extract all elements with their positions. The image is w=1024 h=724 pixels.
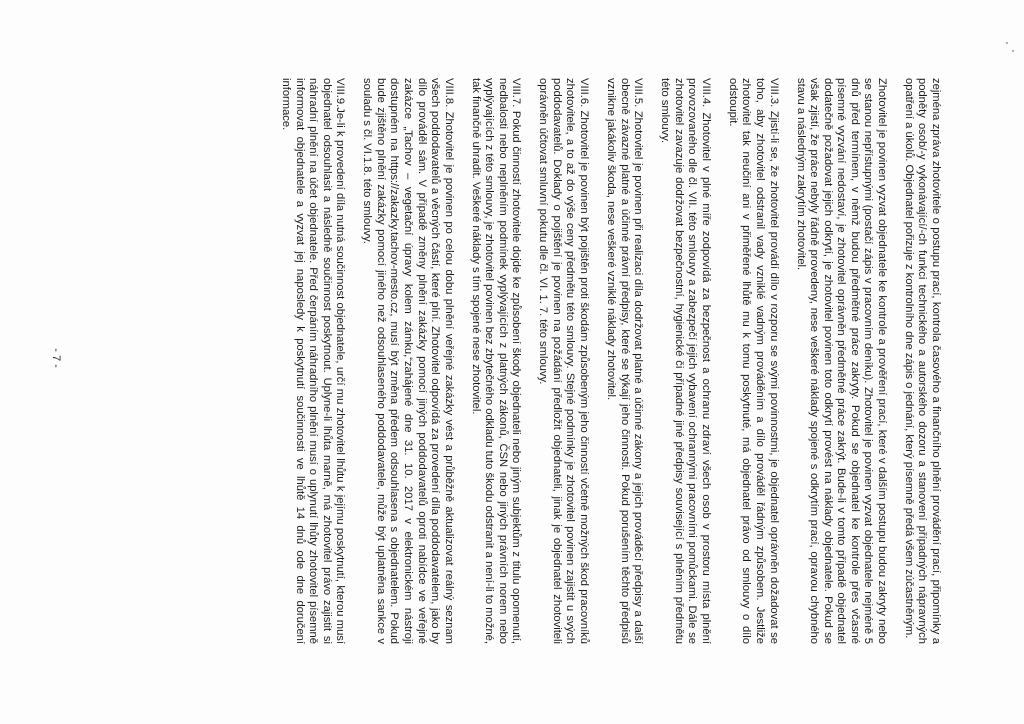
paragraph-intro: zejména zpráva zhotovitele o postupu prací, kontrola časového a finančního plnění provádění prací, připomínky a podněty osob/-y vykonávající/-ch funkci technického a autorského dozoru a stanovení případných nápravných opatření a úkolů. Objednatel pořizuje z kontrolního dne zápis o jednání, který písemně předá všem zúčastněným. [902,78,942,644]
paragraph-viii-6: VIII.6. Zhotovitel je povinen být pojištěn proti škodám způsobeným jeho činností včetně možných škod pracovníků zhotovitele, a to až do výše ceny předmětu této smlouvy. Stejné podmínky je zhotovitel povinen zajistit u svých poddodavatelů. Doklady o pojištění je povinen na požádání předložit objednateli, jinak je objednatel zhotoviteli oprávněn účtovat smluvní pokutu dle čl. VI. 1. 7. této smlouvy. [537,78,591,644]
paragraph-viii-4: VIII.4. Zhotovitel v plné míře zodpovídá za bezpečnost a ochranu zdraví všech osob v prostoru místa plnění provozovaného dle čl. VII. této smlouvy a zabezpečí jejich vybavení ochrannými pracovními pomůckami. Dále se zhotovitel zavazuje dodržovat bezpečnostní, hygienické či případné jiné předpisy související s plněním předmětu této smlouvy. [659,78,712,644]
paragraph-viii-7: VIII.7. Pokud činností zhotovitele dojde ke způsobení škody objednateli nebo jiným subjektům z titulu opomenutí, nedbalosti nebo neplněním podmínek vyplývajících z platných zákonů, ČSN nebo jiných právních norem nebo vyplývajících z této smlouvy, je zhotovitel povinen bez zbytečného odkladu tuto škodu odstranit a není-li to možné, tak finančně uhradit. Veškeré náklady s tím spojené nese zhotovitel. [469,78,523,644]
scan-speck [1006,42,1008,44]
paragraph-covered-works: Zhotovitel je povinen vyzvat objednatele ke kontrole a prověření prací, které v dalším postupu budou zakryty nebo se stanou nepřístupnými (postačí zápis v pracovním deníku). Zhotovitel je povinen vyzvat objednatele nejméně 5 dnů před termínem, v němž budou předmětné práce zakryty. Pokud se objednatel ke kontrole přes včasné písemné vyzvání nedostaví, je zhotovitel oprávněn předmětné práce zakrýt. Bude-li v tomto případě objednatel dodatečně požadovat jejich odkrytí, je zhotovitel povinen toto odkrytí provést na náklady objednatele. Pokud se však zjistí, že práce nebyly řádně provedeny, nese veškeré náklady spojené s odkrytím prací, opravou chybného stavu a následným zakrytím zhotovitel. [794,78,888,644]
paragraph-viii-8: VIII.8. Zhotovitel je povinen po celou dobu plnění veřejné zakázky vést a průběžně aktualizovat reálný seznam všech poddodavatelů a věcných částí, které plní. Zhotovitel odpovídá za provedení díla poddodavatelem, jako by dílo prováděl sám. V případě změny plnění zakázky pomocí jiných poddodavatelů oproti nabídce ve veřejné zakázce „Tachov – vegetační úpravy kolem zámku,“zahájené dne 31. 10. 2017 v elektronickém nástroji dostupném na https://zakazky.tachov-mesto.cz, musí být změna předem odsouhlasena s objednatelem. Pokud bude zjištěno plnění zakázky pomocí jiného než odsouhlaseného poddodavatele, může být uplatněna sankce v souladu s čl. VI.1.8. této smlouvy. [361,78,455,644]
document-body [265,78,942,644]
page-number: - 7 - [49,348,62,368]
paragraph-viii-9: VIII.9.Je-li k provedení díla nutná součinnost objednatele, určí mu zhotovitel lhůtu k jejímu poskytnutí, kterou musí objednatel odsouhlasit a následně součinnost poskytnout. Uplyne-li lhůta marně, má zhotovitel právo zajistit si náhradní plnění na účet objednatele. Před čerpáním náhradního plnění musí o uplynutí lhůty zhotovitel písemně informovat objednatele a vyzvat jej naposledy k poskytnutí součinnosti ve lhůtě 14 dnů ode dne doručení informace. [280,78,347,644]
paragraph-viii-3: VIII.3. Zjistí-li se, že zhotovitel provádí dílo v rozporu se svými povinnostmi, je objednatel oprávněn dožadovat se toho, aby zhotovitel odstranil vady vzniklé vadným prováděním a dílo prováděl řádným způsobem. Jestliže zhotovitel tak neučiní ani v přiměřené lhůtě mu k tomu poskytnuté, má objednatel právo od smlouvy o dílo odstoupit. [726,78,780,644]
scan-speck [1012,50,1014,52]
paragraph-viii-5: VIII.5. Zhotovitel je povinen při realizaci díla dodržovat platné a účinné zákony a jejich prováděcí předpisy a další obecně závazné platné a účinné právní předpisy, které se týkají jeho činnosti. Pokud porušením těchto předpisů vznikne jakákoliv škoda, nese veškeré vzniklé náklady zhotovitel. [605,78,645,644]
